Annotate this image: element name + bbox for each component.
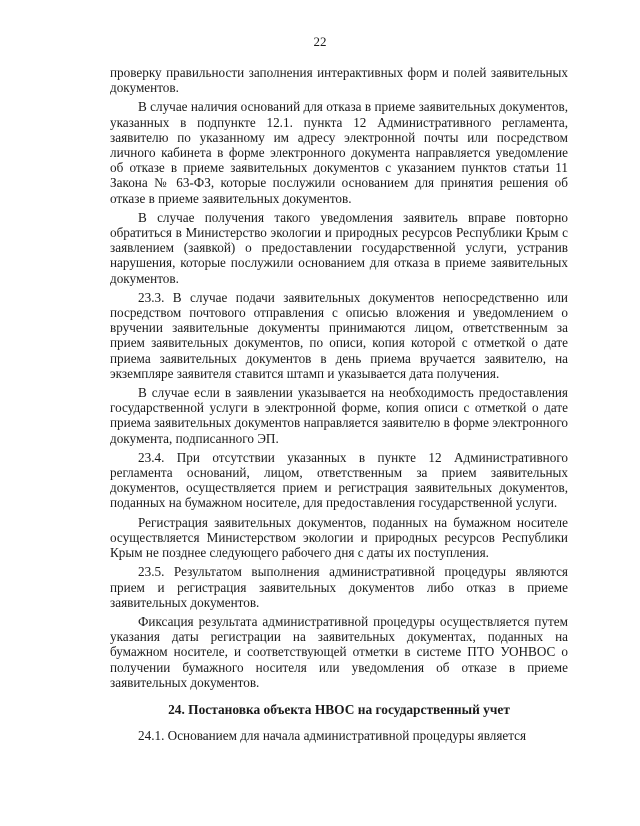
section-heading: 24. Постановка объекта НВОС на государственный учет [168, 701, 510, 717]
paragraph-fixation: Фиксация результата административной процедуры осуществляется путем указания даты регистрации на заявительных документах, поданных на бумажном носителе, и соответствующей отметки в системе ПТО УОНВОС о получении бумажного носителя или уведомления об отказе в приеме заявительных документов. [110, 613, 568, 690]
paragraph-23-4: 23.4. При отсутствии указанных в пункте 12 Административного регламента оснований, лицом, ответственным за прием заявительных документов, осуществляется прием и регистрация заявительных документов, поданных на бумажном носителе, для предоставления государственной услуги. [110, 449, 568, 511]
page-number: 22 [313, 34, 327, 49]
paragraph-23-3: 23.3. В случае подачи заявительных документов непосредственно или посредством почтового отправления с описью вложения и уведомлением о вручении заявительные документы принимаются лицом, ответственным за прием заявительных документов, по описи, копия которой с отметкой о дате приема заявительных документов в день приема вручается заявителю, на экземпляре заявителя ставится штамп и указывается дата получения. [110, 289, 568, 381]
paragraph-electronic-copy: В случае если в заявлении указывается на необходимость предоставления государственной услуги в электронной форме, копия описи с отметкой о дате приема заявительных документов направляется заявителю в форме электронного документа, подписанного ЭП. [110, 385, 568, 446]
paragraph-24-1: 24.1. Основанием для начала административной процедуры является [138, 727, 527, 743]
document-body [110, 65, 568, 747]
paragraph-reapplication: В случае получения такого уведомления заявитель вправе повторно обратиться в Министерство экологии и природных ресурсов Республики Крым с заявлением (заявкой) о предоставлении государственной услуги, устранив нарушения, которые послужили основанием для отказа в приеме заявительных документов. [110, 209, 568, 286]
paragraph-registration: Регистрация заявительных документов, поданных на бумажном носителе осуществляется Министерством экологии и природных ресурсов Республики Крым не позднее следующего рабочего дня с даты их поступления. [110, 514, 568, 561]
paragraph-23-5: 23.5. Результатом выполнения административной процедуры являются прием и регистрация заявительных документов либо отказ в приеме заявительных документов. [110, 564, 568, 610]
paragraph-refusal-grounds: В случае наличия оснований для отказа в приеме заявительных документов, указанных в подпункте 12.1. пункта 12 Административного регламента, заявителю по указанному им адресу электронной почты или посредством личного кабинета в форме электронного документа направляется уведомление об отказе в приеме заявительных документов с указанием пунктов статьи 11 Закона № 63-ФЗ, которые послужили основанием для принятия решения об отказе в приеме заявительных документов. [110, 99, 568, 206]
paragraph-continuation: проверку правильности заполнения интерактивных форм и полей заявительных документов. [110, 65, 568, 96]
